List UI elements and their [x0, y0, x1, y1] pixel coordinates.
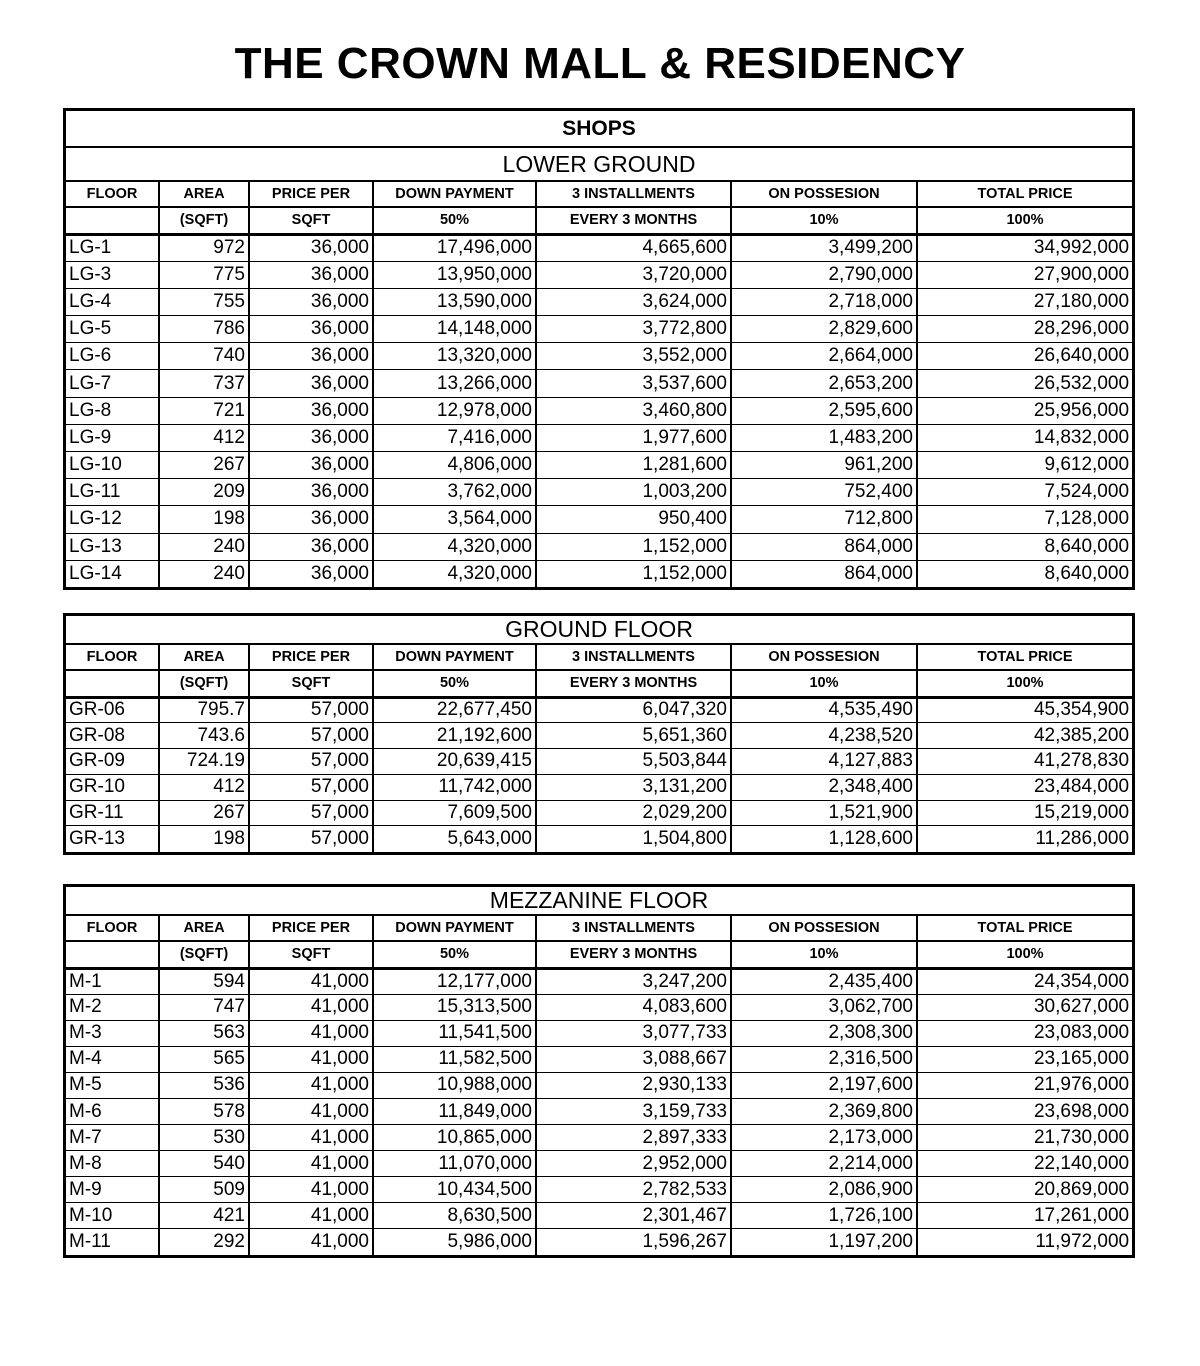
column-header: AREA: [159, 644, 249, 670]
table-cell: 724.19: [159, 749, 249, 775]
table-cell: 1,152,000: [536, 533, 731, 560]
table-cell: 509: [159, 1177, 249, 1203]
table-cell: 27,900,000: [917, 261, 1132, 288]
table-cell: 7,128,000: [917, 506, 1132, 533]
table-cell: 198: [159, 506, 249, 533]
header-row-2: [66, 941, 1132, 968]
table-cell: LG-5: [66, 316, 159, 343]
table-cell: 17,261,000: [917, 1203, 1132, 1229]
table-cell: 41,000: [249, 1072, 373, 1098]
table-cell: 5,651,360: [536, 723, 731, 749]
table-cell: 23,484,000: [917, 774, 1132, 800]
header-row-2: [66, 670, 1132, 697]
table-cell: 412: [159, 774, 249, 800]
table-cell: 23,698,000: [917, 1098, 1132, 1124]
table-cell: 57,000: [249, 723, 373, 749]
column-subheader: 10%: [731, 670, 917, 697]
section-heading: SHOPS: [66, 111, 1132, 147]
table-cell: 6,047,320: [536, 697, 731, 723]
table-cell: 15,219,000: [917, 800, 1132, 826]
table-cell: 2,214,000: [731, 1151, 917, 1177]
table-row: [66, 1125, 1132, 1151]
column-subheader: 100%: [917, 207, 1132, 234]
table-row: [66, 1046, 1132, 1072]
column-subheader: 100%: [917, 941, 1132, 968]
table-cell: 10,988,000: [373, 1072, 536, 1098]
table-cell: 36,000: [249, 370, 373, 397]
table-cell: M-10: [66, 1203, 159, 1229]
table-cell: 8,640,000: [917, 533, 1132, 560]
column-subheader: 100%: [917, 670, 1132, 697]
table-cell: 36,000: [249, 261, 373, 288]
table-cell: 1,596,267: [536, 1229, 731, 1255]
table-cell: 240: [159, 560, 249, 587]
table-cell: 4,320,000: [373, 560, 536, 587]
table-cell: 9,612,000: [917, 452, 1132, 479]
table-cell: GR-11: [66, 800, 159, 826]
table-cell: 3,537,600: [536, 370, 731, 397]
column-header: ON POSSESION: [731, 644, 917, 670]
table-cell: 57,000: [249, 826, 373, 852]
table-cell: 20,639,415: [373, 749, 536, 775]
table-cell: 57,000: [249, 800, 373, 826]
table-cell: 563: [159, 1020, 249, 1046]
table-cell: 17,496,000: [373, 234, 536, 261]
table-cell: 292: [159, 1229, 249, 1255]
table-cell: 3,552,000: [536, 343, 731, 370]
table-cell: 3,159,733: [536, 1098, 731, 1124]
table-cell: 36,000: [249, 424, 373, 451]
table-cell: 23,083,000: [917, 1020, 1132, 1046]
table-cell: 2,595,600: [731, 397, 917, 424]
table-cell: 14,832,000: [917, 424, 1132, 451]
table-cell: 2,086,900: [731, 1177, 917, 1203]
table-cell: 41,000: [249, 1098, 373, 1124]
table-cell: 11,070,000: [373, 1151, 536, 1177]
table-cell: LG-3: [66, 261, 159, 288]
column-subheader: [66, 941, 159, 968]
table-cell: 198: [159, 826, 249, 852]
table-cell: 27,180,000: [917, 288, 1132, 315]
table-row: [66, 479, 1132, 506]
table-cell: GR-08: [66, 723, 159, 749]
table-cell: LG-8: [66, 397, 159, 424]
table-row: [66, 370, 1132, 397]
column-header: ON POSSESION: [731, 915, 917, 941]
table-row: [66, 452, 1132, 479]
table-cell: 41,000: [249, 1177, 373, 1203]
table-cell: M-7: [66, 1125, 159, 1151]
table-row: [66, 1020, 1132, 1046]
table-cell: 7,416,000: [373, 424, 536, 451]
table-cell: 4,083,600: [536, 994, 731, 1020]
column-header: PRICE PER: [249, 644, 373, 670]
table-cell: 36,000: [249, 288, 373, 315]
header-row-2: [66, 207, 1132, 234]
table-cell: LG-12: [66, 506, 159, 533]
table-cell: 530: [159, 1125, 249, 1151]
column-subheader: SQFT: [249, 670, 373, 697]
table-cell: 4,320,000: [373, 533, 536, 560]
table-cell: LG-7: [66, 370, 159, 397]
table-cell: 5,503,844: [536, 749, 731, 775]
table-cell: M-11: [66, 1229, 159, 1255]
column-subheader: 10%: [731, 941, 917, 968]
table-cell: 2,897,333: [536, 1125, 731, 1151]
column-header: AREA: [159, 181, 249, 207]
table-cell: M-1: [66, 968, 159, 994]
table-cell: LG-10: [66, 452, 159, 479]
table-cell: 11,742,000: [373, 774, 536, 800]
table-cell: GR-06: [66, 697, 159, 723]
table-cell: 36,000: [249, 506, 373, 533]
table-cell: 57,000: [249, 774, 373, 800]
column-header: FLOOR: [66, 915, 159, 941]
table-cell: 3,499,200: [731, 234, 917, 261]
table-body: [66, 697, 1132, 852]
table-cell: 2,197,600: [731, 1072, 917, 1098]
table-cell: 1,726,100: [731, 1203, 917, 1229]
table-cell: 13,320,000: [373, 343, 536, 370]
table-cell: 1,152,000: [536, 560, 731, 587]
table-cell: 11,972,000: [1035, 1231, 1130, 1253]
table-cell: 4,238,520: [731, 723, 917, 749]
table-cell: 41,278,830: [917, 749, 1132, 775]
table-row: [66, 968, 1132, 994]
table-cell: 21,976,000: [917, 1072, 1132, 1098]
column-header: DOWN PAYMENT: [373, 181, 536, 207]
table-cell: 972: [159, 234, 249, 261]
table-cell: 740: [159, 343, 249, 370]
column-header: TOTAL PRICE: [917, 644, 1132, 670]
table-cell: LG-6: [66, 343, 159, 370]
table-row: [66, 424, 1132, 451]
table-cell: 961,200: [731, 452, 917, 479]
column-subheader: EVERY 3 MONTHS: [536, 941, 731, 968]
table-cell: LG-4: [66, 288, 159, 315]
table-cell: 412: [159, 424, 249, 451]
column-header: 3 INSTALLMENTS: [536, 915, 731, 941]
table-cell: 20,869,000: [917, 1177, 1132, 1203]
table-cell: 1,003,200: [536, 479, 731, 506]
table-cell: 8,630,500: [373, 1203, 536, 1229]
table-cell: 2,369,800: [731, 1098, 917, 1124]
table-row: [66, 397, 1132, 424]
column-header: PRICE PER: [249, 181, 373, 207]
table-cell: 267: [159, 452, 249, 479]
table-cell: 2,930,133: [536, 1072, 731, 1098]
table-cell: 1,281,600: [536, 452, 731, 479]
table-cell: 22,677,450: [373, 697, 536, 723]
table-cell: 36,000: [249, 479, 373, 506]
table-cell: 737: [159, 370, 249, 397]
table-cell: 240: [159, 533, 249, 560]
table-row: [66, 343, 1132, 370]
table-cell: 22,140,000: [917, 1151, 1132, 1177]
table-cell: LG-11: [66, 479, 159, 506]
column-subheader: [66, 670, 159, 697]
column-subheader: (SQFT): [159, 941, 249, 968]
column-header: DOWN PAYMENT: [373, 915, 536, 941]
table-cell: 41,000: [249, 1046, 373, 1072]
table-cell: 10,865,000: [373, 1125, 536, 1151]
column-subheader: 10%: [731, 207, 917, 234]
table-cell: 41,000: [249, 994, 373, 1020]
table-cell: 2,435,400: [731, 968, 917, 994]
table-cell: 14,148,000: [373, 316, 536, 343]
table-cell: 2,790,000: [731, 261, 917, 288]
table-cell: 421: [159, 1203, 249, 1229]
table-cell: M-4: [66, 1046, 159, 1072]
table-row: [66, 560, 1132, 587]
table-cell: 4,535,490: [731, 697, 917, 723]
column-header: 3 INSTALLMENTS: [536, 644, 731, 670]
table-cell: 5,643,000: [373, 826, 536, 852]
column-header: FLOOR: [66, 181, 159, 207]
table-cell: 11,541,500: [373, 1020, 536, 1046]
table-cell: 41,000: [249, 1203, 373, 1229]
table-cell: 2,952,000: [536, 1151, 731, 1177]
table-row: [66, 1098, 1132, 1124]
column-header: PRICE PER: [249, 915, 373, 941]
column-header: TOTAL PRICE: [917, 181, 1132, 207]
table-cell: 11,849,000: [373, 1098, 536, 1124]
table-cell: 12,177,000: [373, 968, 536, 994]
table-cell: 15,313,500: [373, 994, 536, 1020]
table-cell: 13,590,000: [373, 288, 536, 315]
table-cell: 24,354,000: [917, 968, 1132, 994]
table-cell: 1,504,800: [536, 826, 731, 852]
table-cell: 45,354,900: [917, 697, 1132, 723]
table-cell: 25,956,000: [917, 397, 1132, 424]
table-row: [66, 1229, 1132, 1255]
section-subheading: LOWER GROUND: [66, 147, 1132, 181]
table-cell: M-3: [66, 1020, 159, 1046]
table-cell: 11,582,500: [373, 1046, 536, 1072]
table-cell: 2,782,533: [536, 1177, 731, 1203]
section-subheading: MEZZANINE FLOOR: [66, 887, 1132, 915]
table-cell: 755: [159, 288, 249, 315]
table-cell: 26,640,000: [917, 343, 1132, 370]
table-cell: 795.7: [159, 697, 249, 723]
column-header: TOTAL PRICE: [917, 915, 1132, 941]
table-cell: 36,000: [249, 343, 373, 370]
table-cell: 594: [159, 968, 249, 994]
table-cell: 712,800: [731, 506, 917, 533]
table-cell: 41,000: [249, 968, 373, 994]
table-cell: 41,000: [249, 1020, 373, 1046]
header-row-1: [66, 644, 1132, 670]
table-cell: M-9: [66, 1177, 159, 1203]
table-cell: 26,532,000: [917, 370, 1132, 397]
table-cell: 2,829,600: [731, 316, 917, 343]
ground-floor-table: [63, 613, 1135, 855]
table-cell: 36,000: [249, 533, 373, 560]
table-row: [66, 723, 1132, 749]
section-subheading: GROUND FLOOR: [66, 616, 1132, 644]
table-cell: 3,062,700: [731, 994, 917, 1020]
table-cell: 743.6: [159, 723, 249, 749]
table-cell: LG-1: [66, 234, 159, 261]
table-cell: GR-09: [66, 749, 159, 775]
table-row: [66, 1177, 1132, 1203]
table-cell: 2,301,467: [536, 1203, 731, 1229]
table-cell: 2,029,200: [536, 800, 731, 826]
table-cell: 3,460,800: [536, 397, 731, 424]
table-row: [66, 234, 1132, 261]
table-cell: 775: [159, 261, 249, 288]
table-row: [66, 749, 1132, 775]
table-cell: 13,266,000: [373, 370, 536, 397]
table-cell: 747: [159, 994, 249, 1020]
table-cell: 540: [159, 1151, 249, 1177]
table-cell: 36,000: [249, 452, 373, 479]
table-body: [66, 234, 1132, 587]
table-cell: LG-14: [66, 560, 159, 587]
header-row-1: [66, 915, 1132, 941]
table-cell: LG-9: [66, 424, 159, 451]
table-cell: GR-10: [66, 774, 159, 800]
column-subheader: 50%: [373, 941, 536, 968]
table-cell: 42,385,200: [917, 723, 1132, 749]
table-cell: 23,165,000: [917, 1046, 1132, 1072]
header-row-1: [66, 181, 1132, 207]
column-subheader: SQFT: [249, 207, 373, 234]
table-cell: 5,986,000: [373, 1229, 536, 1255]
table-cell: 41,000: [249, 1151, 373, 1177]
column-subheader: 50%: [373, 207, 536, 234]
table-cell: 2,664,000: [731, 343, 917, 370]
table-cell: 1,483,200: [731, 424, 917, 451]
table-row: [66, 994, 1132, 1020]
table-cell: 2,718,000: [731, 288, 917, 315]
table-body: [66, 968, 1132, 1255]
table-cell: 752,400: [731, 479, 917, 506]
table-cell: 12,978,000: [373, 397, 536, 424]
table-cell: 36,000: [249, 316, 373, 343]
table-cell: 864,000: [731, 533, 917, 560]
table-cell: 3,564,000: [373, 506, 536, 533]
table-row: [66, 533, 1132, 560]
table-cell: 2,308,300: [731, 1020, 917, 1046]
column-header: FLOOR: [66, 644, 159, 670]
table-cell: 209: [159, 479, 249, 506]
table-cell: 7,524,000: [917, 479, 1132, 506]
column-subheader: (SQFT): [159, 670, 249, 697]
table-cell: 536: [159, 1072, 249, 1098]
table-cell: 1,197,200: [731, 1229, 917, 1255]
table-cell: 10,434,500: [373, 1177, 536, 1203]
table-cell: 864,000: [731, 560, 917, 587]
table-cell: 578: [159, 1098, 249, 1124]
table-cell: 3,762,000: [373, 479, 536, 506]
table-cell: 3,247,200: [536, 968, 731, 994]
table-cell: 2,653,200: [731, 370, 917, 397]
table-row: [66, 261, 1132, 288]
table-row: [66, 826, 1132, 852]
table-row: [66, 506, 1132, 533]
column-header: ON POSSESION: [731, 181, 917, 207]
column-subheader: SQFT: [249, 941, 373, 968]
table-cell: 36,000: [249, 560, 373, 587]
table-cell: 36,000: [249, 234, 373, 261]
column-header: AREA: [159, 915, 249, 941]
lower-ground-table: [63, 108, 1135, 590]
table-row: [66, 1072, 1132, 1098]
column-header: 3 INSTALLMENTS: [536, 181, 731, 207]
mezzanine-floor-table: [63, 884, 1135, 1258]
column-header: DOWN PAYMENT: [373, 644, 536, 670]
table-row: [66, 800, 1132, 826]
table-cell: 3,131,200: [536, 774, 731, 800]
table-cell: 30,627,000: [917, 994, 1132, 1020]
table-cell: 11,286,000: [1035, 828, 1130, 850]
table-row: [66, 774, 1132, 800]
column-subheader: EVERY 3 MONTHS: [536, 670, 731, 697]
table-cell: M-2: [66, 994, 159, 1020]
page-title: THE CROWN MALL & RESIDENCY: [234, 39, 966, 88]
table-cell: 57,000: [249, 697, 373, 723]
table-cell: 41,000: [249, 1229, 373, 1255]
table-cell: 36,000: [249, 397, 373, 424]
table-cell: 3,088,667: [536, 1046, 731, 1072]
table-cell: 28,296,000: [917, 316, 1132, 343]
table-cell: GR-13: [66, 826, 159, 852]
table-cell: 57,000: [249, 749, 373, 775]
table-cell: 1,521,900: [731, 800, 917, 826]
table-cell: M-6: [66, 1098, 159, 1124]
table-cell: 13,950,000: [373, 261, 536, 288]
table-cell: 1,128,600: [731, 826, 917, 852]
table-cell: 4,806,000: [373, 452, 536, 479]
table-cell: 7,609,500: [373, 800, 536, 826]
table-cell: 2,173,000: [731, 1125, 917, 1151]
table-cell: 3,077,733: [536, 1020, 731, 1046]
column-subheader: EVERY 3 MONTHS: [536, 207, 731, 234]
table-row: [66, 697, 1132, 723]
table-row: [66, 288, 1132, 315]
table-cell: 1,977,600: [536, 424, 731, 451]
table-cell: 565: [159, 1046, 249, 1072]
column-subheader: (SQFT): [159, 207, 249, 234]
table-row: [66, 1151, 1132, 1177]
table-cell: LG-13: [66, 533, 159, 560]
table-cell: 3,624,000: [536, 288, 731, 315]
table-cell: 21,730,000: [917, 1125, 1132, 1151]
table-cell: 2,316,500: [731, 1046, 917, 1072]
column-subheader: 50%: [373, 670, 536, 697]
table-row: [66, 1203, 1132, 1229]
table-cell: 721: [159, 397, 249, 424]
table-cell: M-5: [66, 1072, 159, 1098]
table-cell: 3,772,800: [536, 316, 731, 343]
table-cell: 8,640,000: [1044, 563, 1130, 585]
table-row: [66, 316, 1132, 343]
column-subheader: [66, 207, 159, 234]
table-cell: 41,000: [249, 1125, 373, 1151]
table-cell: 786: [159, 316, 249, 343]
table-cell: 950,400: [536, 506, 731, 533]
table-cell: M-8: [66, 1151, 159, 1177]
table-cell: 4,127,883: [731, 749, 917, 775]
table-cell: 34,992,000: [917, 234, 1132, 261]
table-cell: 2,348,400: [731, 774, 917, 800]
table-cell: 3,720,000: [536, 261, 731, 288]
table-cell: 21,192,600: [373, 723, 536, 749]
table-cell: 4,665,600: [536, 234, 731, 261]
table-cell: 267: [159, 800, 249, 826]
